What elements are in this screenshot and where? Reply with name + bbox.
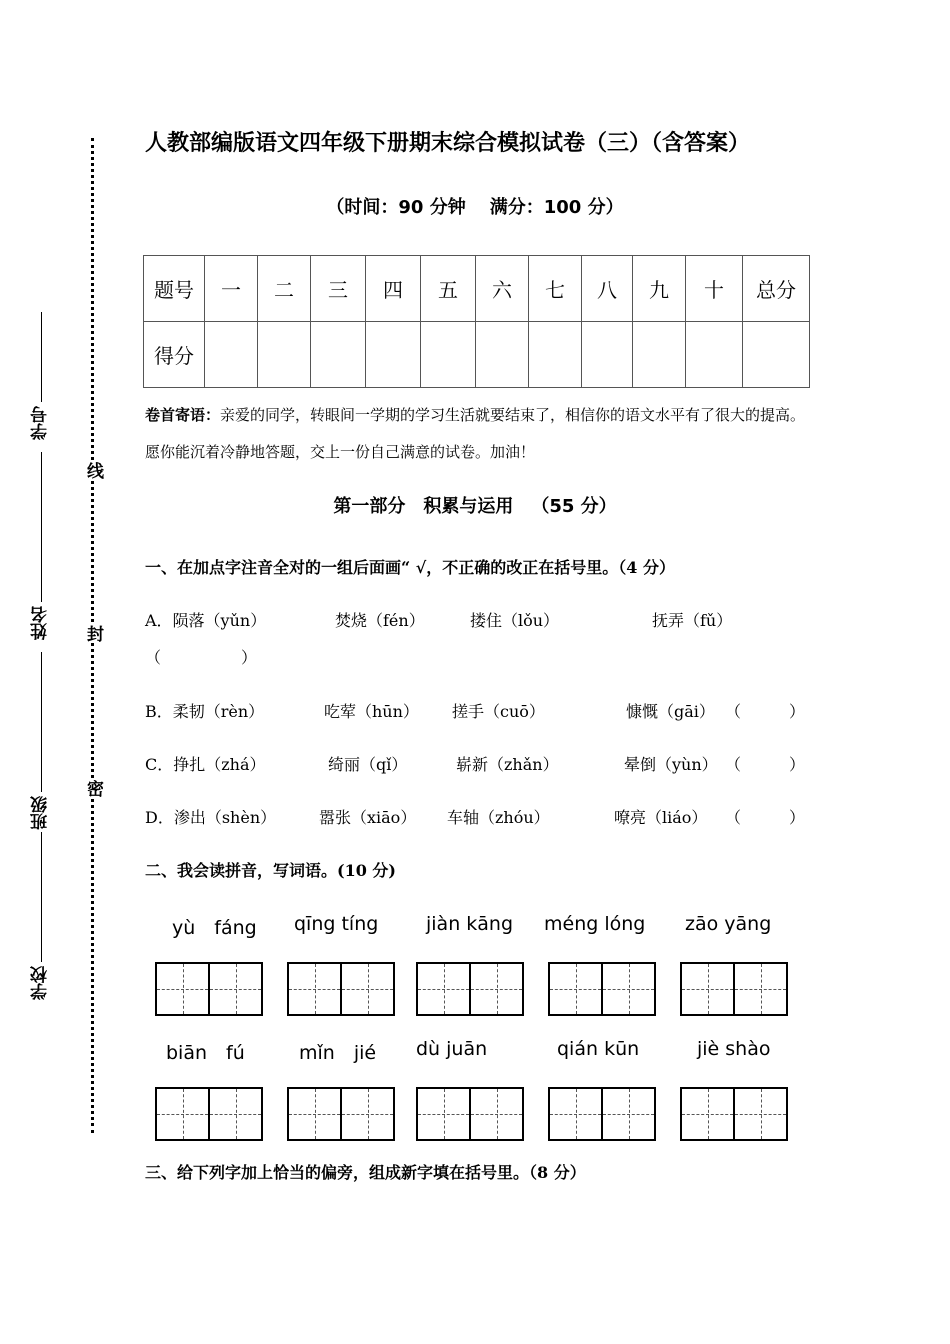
option-c-item: C．挣扎（zhá） (145, 755, 266, 774)
question-2-title: 二、我会读拼音，写词语。(10 分) (145, 861, 396, 880)
field-name: 姓名 (28, 452, 53, 640)
question-1-title: 一、在加点字注音全对的一组后面画“ √，不正确的改正在括号里。（4 分） (145, 558, 675, 577)
pinyin-label: zāo yāng (685, 913, 772, 935)
exam-subtitle (0, 193, 950, 219)
header-cell: 六 (476, 256, 529, 322)
header-cell: 题号 (144, 256, 205, 322)
score-cell[interactable] (633, 322, 686, 388)
field-class: 班级 (28, 652, 53, 830)
score-table (143, 255, 810, 388)
option-c-item: 晕倒（yùn） (624, 755, 718, 774)
binding-word-secret: 密 (80, 780, 106, 797)
header-cell: 九 (633, 256, 686, 322)
option-b-item: B．柔韧（rèn） (145, 702, 265, 721)
header-cell: 五 (421, 256, 476, 322)
exam-time: （时间：90 分钟 (326, 197, 466, 218)
part-name: 第一部分 (333, 496, 406, 517)
score-cell[interactable] (582, 322, 633, 388)
header-cell: 十 (686, 256, 743, 322)
field-student-number: 学号 (28, 312, 53, 440)
option-c-answer-bracket[interactable]: （ ） (725, 755, 806, 774)
option-c-item: 绮丽（qǐ） (328, 755, 408, 774)
writing-grid[interactable] (287, 1087, 395, 1141)
pinyin-label: biān fú (166, 1042, 245, 1064)
option-b-answer-bracket[interactable]: （ ） (725, 702, 806, 721)
writing-grid[interactable] (416, 962, 524, 1016)
option-a-answer-bracket[interactable]: （ ） (145, 648, 258, 667)
option-a-item: 搂住（lǒu） (470, 611, 560, 630)
part-score: （55 分） (531, 496, 617, 517)
option-d-item: D．渗出（shèn） (145, 808, 277, 827)
header-cell: 七 (529, 256, 582, 322)
option-b-item: 慷慨（gāi） (626, 702, 715, 721)
score-table-header-row (144, 256, 810, 322)
pinyin-label: jiè shào (697, 1038, 771, 1060)
binding-word-line: 线 (80, 462, 106, 479)
option-c-item: 崭新（zhǎn） (456, 755, 559, 774)
question-3-title: 三、给下列字加上恰当的偏旁，组成新字填在括号里。（8 分） (145, 1163, 586, 1182)
option-a-item: 抚弄（fǔ） (652, 611, 733, 630)
field-school: 学校 (28, 832, 53, 1000)
header-cell: 二 (258, 256, 311, 322)
part-heading (0, 492, 950, 518)
score-cell[interactable] (529, 322, 582, 388)
intro-text: 亲爱的同学，转眼间一学期的学习生活就要结束了，相信你的语文水平有了很大的提高。愿你能沉着冷静地答题，交上一份自己满意的试卷。加油！ (145, 406, 806, 461)
writing-grid[interactable] (155, 1087, 263, 1141)
writing-grid[interactable] (548, 1087, 656, 1141)
exam-full-score: 满分：100 分） (489, 197, 624, 218)
intro-message (145, 397, 815, 471)
option-d-item: 嚣张（xiāo） (319, 808, 417, 827)
score-cell[interactable] (366, 322, 421, 388)
score-cell[interactable] (476, 322, 529, 388)
pinyin-label: yù fáng (172, 917, 257, 939)
option-d-item: 嘹亮（liáo） (614, 808, 708, 827)
header-cell: 总分 (743, 256, 810, 322)
score-cell[interactable] (743, 322, 810, 388)
pinyin-label: jiàn kāng (426, 913, 514, 935)
option-b-item: 吃荤（hūn） (324, 702, 419, 721)
option-a-item: A．陨落（yǔn） (145, 611, 267, 630)
option-b-item: 搓手（cuō） (452, 702, 545, 721)
score-cell[interactable] (205, 322, 258, 388)
writing-grid[interactable] (680, 962, 788, 1016)
writing-grid[interactable] (416, 1087, 524, 1141)
writing-grid[interactable] (287, 962, 395, 1016)
part-title: 积累与运用 (423, 496, 514, 517)
pinyin-label: méng lóng (544, 913, 646, 935)
writing-grid[interactable] (680, 1087, 788, 1141)
option-d-answer-bracket[interactable]: （ ） (725, 808, 806, 827)
score-cell[interactable] (311, 322, 366, 388)
header-cell: 一 (205, 256, 258, 322)
writing-grid[interactable] (155, 962, 263, 1016)
pinyin-label: mǐn jié (299, 1042, 377, 1064)
header-cell: 八 (582, 256, 633, 322)
pinyin-label: qīng tíng (294, 913, 379, 935)
score-cell[interactable] (258, 322, 311, 388)
score-cell[interactable] (421, 322, 476, 388)
writing-grid[interactable] (548, 962, 656, 1016)
header-cell: 四 (366, 256, 421, 322)
binding-word-seal: 封 (80, 625, 106, 642)
header-cell: 三 (311, 256, 366, 322)
option-d-item: 车轴（zhóu） (447, 808, 550, 827)
pinyin-label: qián kūn (557, 1038, 640, 1060)
score-cell[interactable] (686, 322, 743, 388)
row-label: 得分 (144, 322, 205, 388)
option-a-item: 焚烧（fén） (335, 611, 425, 630)
score-table-score-row (144, 322, 810, 388)
intro-label: 卷首寄语： (145, 406, 221, 424)
pinyin-label: dù juān (416, 1038, 488, 1060)
page-title: 人教部编版语文四年级下册期末综合模拟试卷（三）（含答案） (145, 131, 751, 156)
